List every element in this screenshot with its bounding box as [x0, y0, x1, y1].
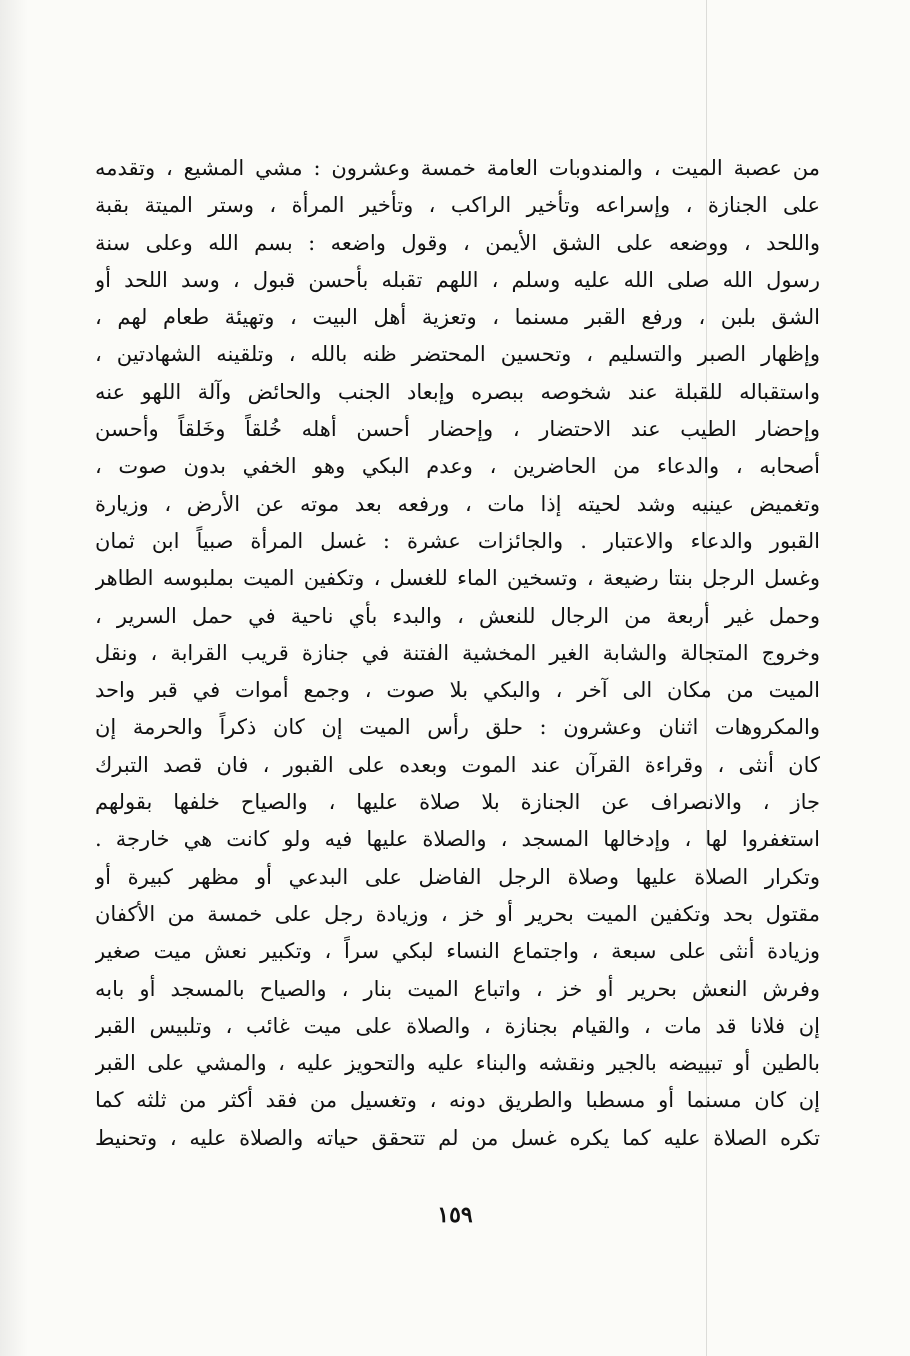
text-line: واللحد ، ووضعه على الشق الأيمن ، وقول واضعه : بسم الله وعلى سنة — [95, 230, 820, 255]
text-line: بالطين أو تبييضه بالجير ونقشه والبناء عليه والتحويز عليه ، والمشي على القبر — [95, 1051, 820, 1076]
text-line: وفرش النعش بحرير أو خز ، واتباع الميت بنار ، والصياح بالمسجد أو بابه — [95, 976, 820, 1001]
page-number: ١٥٩ — [437, 1202, 473, 1228]
text-line: والمكروهات اثنان وعشرون : حلق رأس الميت إن كان ذكراً والحرمة إن — [95, 715, 820, 740]
text-line: الميت من مكان الى آخر ، والبكي بلا صوت ، وجمع أموات في قبر واحد — [95, 678, 820, 703]
text-line: جاز ، والانصراف عن الجنازة بلا صلاة عليها ، والصياح خلفها بقولهم — [95, 790, 820, 815]
text-line: وحمل غير أربعة من الرجال للنعش ، والبدء بأي ناحية في حمل السرير ، — [95, 603, 820, 628]
text-line: من عصبة الميت ، والمندوبات العامة خمسة وعشرون : مشي المشيع ، وتقدمه — [95, 156, 820, 180]
text-line: على الجنازة ، وإسراعه وتأخير الراكب ، وتأخير المرأة ، وستر الميتة بقبة — [95, 193, 820, 218]
text-line: الشق بلبن ، ورفع القبر مسنما ، وتعزية أهل البيت ، وتهيئة طعام لهم ، — [95, 305, 820, 330]
text-line: تكره الصلاة عليه كما يكره غسل من لم تتحقق حياته والصلاة عليه ، وتحنيط — [95, 1125, 820, 1150]
text-line: وإظهار الصبر والتسليم ، وتحسين المحتضر ظنه بالله ، وتلقينه الشهادتين ، — [95, 342, 820, 367]
binding-shadow — [0, 0, 28, 1356]
text-line: استغفروا لها ، وإدخالها المسجد ، والصلاة عليها فيه ولو كانت هي خارجة . — [95, 827, 820, 852]
text-line: واستقباله للقبلة عند شخوصه ببصره وإبعاد الجنب والحائض وآلة اللهو عنه — [95, 379, 820, 404]
text-line: رسول الله صلى الله عليه وسلم ، اللهم تقبله بأحسن قبول ، وسد اللحد أو — [95, 267, 820, 292]
text-line: أصحابه ، والدعاء من الحاضرين ، وعدم البكي وهو الخفي بدون صوت ، — [95, 454, 820, 479]
text-line: إن فلانا قد مات ، والقيام بجنازة ، والصلاة على ميت غائب ، وتلبيس القبر — [95, 1013, 820, 1038]
text-line: وخروج المتجالة والشابة الغير المخشية الفتنة في جنازة قريب القرابة ، ونقل — [95, 640, 820, 665]
text-line: وزيادة أنثى على سبعة ، واجتماع النساء لبكي سراً ، وتكبير نعش ميت صغير — [95, 939, 820, 964]
text-line: مقتول بحد وتكفين الميت بحرير أو خز ، وزيادة رجل على خمسة من الأكفان — [95, 901, 820, 926]
text-line: وتكرار الصلاة عليها وصلاة الرجل الفاضل على البدعي أو مظهر كبيرة أو — [95, 864, 820, 889]
text-line: وغسل الرجل بنتا رضيعة ، وتسخين الماء للغسل ، وتكفين الميت بملبوسه الطاهر — [95, 566, 820, 591]
body-text — [95, 150, 820, 1157]
text-line: القبور والدعاء والاعتبار . والجائزات عشرة : غسل المرأة صبياً ابن ثمان — [95, 528, 820, 553]
text-line: إن كان مسنما أو مسطبا والطريق دونه ، وتغسيل من فقد أكثر من ثلثه كما — [95, 1088, 820, 1113]
text-line: وتغميض عينيه وشد لحيته إذا مات ، ورفعه بعد موته عن الأرض ، وزيارة — [95, 491, 820, 516]
text-line: وإحضار الطيب عند الاحتضار ، وإحضار أحسن أهله خُلقاً وخَلقاً وأحسن — [95, 417, 820, 442]
text-line: كان أنثى ، وقراءة القرآن عند الموت وبعده على القبور ، فان قصد التبرك — [95, 752, 820, 777]
